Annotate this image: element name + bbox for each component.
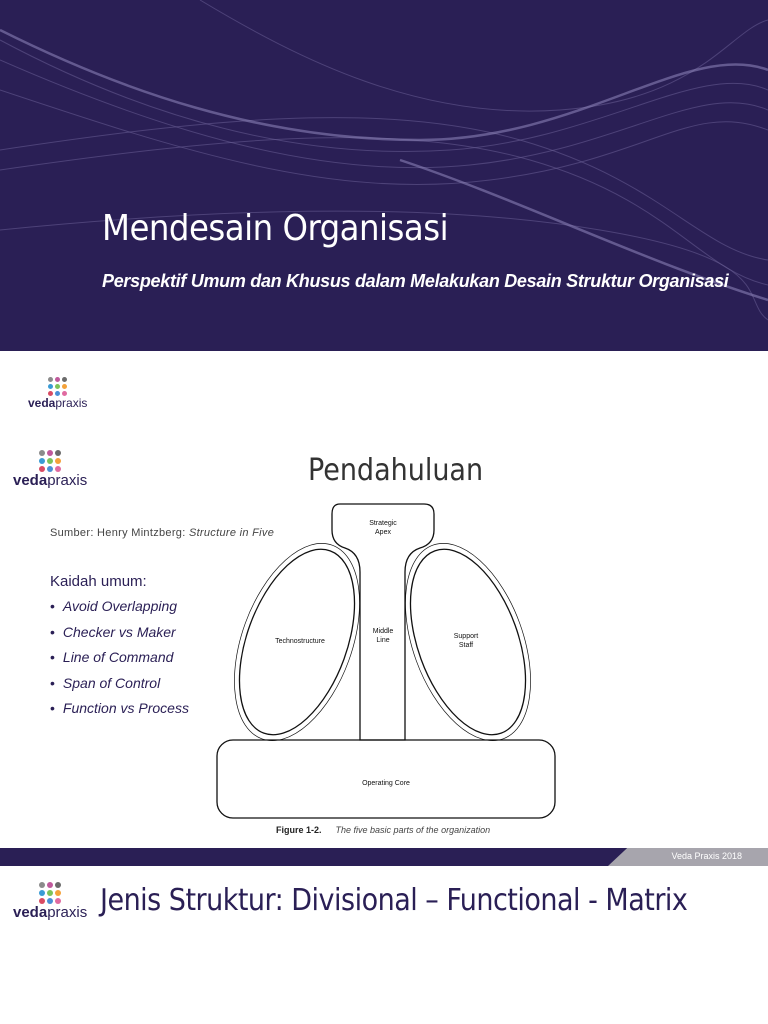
vedapraxis-logo [13,882,87,921]
vedapraxis-logo [13,450,87,489]
logo-dot [48,377,53,382]
middle-line-label-2: Line [376,637,390,644]
operating-core-label: Operating Core [362,780,410,787]
apex-label-2: Apex [375,529,391,536]
technostructure-label: Technostructure [275,638,325,645]
logo-dot [55,450,61,456]
bullet: • [50,700,55,716]
bullet: • [50,623,55,640]
logo-word-rest: praxis [47,904,88,921]
support-staff-label-1: Support [453,633,479,640]
logo-wordmark [13,904,87,921]
logo-dot [39,450,45,456]
bullet: • [50,674,55,691]
list-item [50,700,189,726]
logo-dot [55,384,60,389]
logo-dot [62,377,67,382]
logo-dots [39,450,61,472]
wave-decoration [0,0,768,351]
logo-word-bold: veda [13,472,48,489]
rule-text: Span of Control [62,674,161,691]
logo-dot [39,890,45,896]
section-title: Pendahuluan [308,453,484,488]
mintzberg-diagram [210,500,570,825]
apex-label-1: Strategic [369,520,397,527]
figure-caption-text: The five basic parts of the organization [335,825,491,835]
logo-word-rest: praxis [47,472,88,489]
logo-dot [55,377,60,382]
support-staff-label-2: Staff [458,642,474,649]
logo-dot [39,882,45,888]
apex-and-middle-line-shape [332,504,434,740]
list-item [50,649,189,675]
bullet: • [50,649,55,665]
rule-text: Checker vs Maker [62,623,176,640]
logo-dot [62,384,67,389]
logo-word-bold: veda [13,904,48,921]
logo-wordmark [28,396,87,410]
logo-dot [47,890,53,896]
slide-footer [0,848,768,866]
logo-dot [47,458,53,464]
logo-wordmark [13,472,87,489]
list-item [50,675,189,701]
list-item [50,598,189,624]
rule-text: Line of Command [62,649,174,665]
title-slide [0,0,768,351]
logo-dot [47,450,53,456]
slide-title: Mendesain Organisasi [102,208,449,249]
structure-types-title: Jenis Struktur: Divisional – Functional - Matrix [100,883,688,918]
vedapraxis-logo [28,377,87,410]
source-book-title: Structure in Five [188,527,275,539]
middle-line-label-1: Middle [372,628,394,635]
logo-dot [55,458,61,464]
source-prefix: Sumber: Henry Mintzberg: [50,527,189,539]
logo-dot [47,882,53,888]
logo-dot [55,882,61,888]
logo-word-rest: praxis [55,396,88,410]
rule-text: Avoid Overlapping [62,598,178,614]
bullet: • [50,598,55,614]
logo-dots [48,377,67,396]
logo-word-bold: veda [28,396,56,410]
rules-list [50,598,189,726]
figure-caption [276,825,490,835]
operating-core-shape [217,740,555,818]
rule-text: Function vs Process [62,700,189,716]
rules-heading: Kaidah umum: [50,573,147,590]
figure-label: Figure 1-2. [276,825,322,835]
logo-dots [39,882,61,904]
logo-dot [39,458,45,464]
logo-dot [48,384,53,389]
footer-text: Veda Praxis 2018 [671,851,742,861]
list-item [50,624,189,650]
logo-dot [55,890,61,896]
slide-subtitle: Perspektif Umum dan Khusus dalam Melakukan Desain Struktur Organisasi [102,271,729,291]
